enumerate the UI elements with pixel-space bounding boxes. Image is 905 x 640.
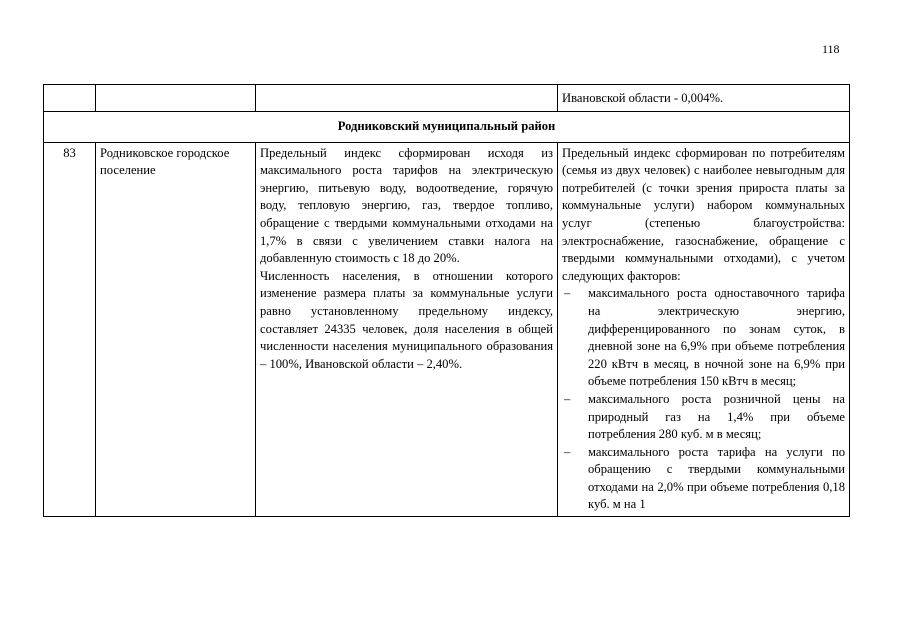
tariff-index-table	[43, 84, 850, 517]
index-description-cell	[256, 142, 558, 516]
section-header-row	[44, 112, 850, 143]
section-title: Родниковский муниципальный район	[44, 112, 850, 143]
index-description-paragraph: Предельный индекс сформирован исходя из максимального роста тарифов на электрическую энергию, питьевую воду, водоотведение, горячую воду, тепловую энергию, газ, твердое топливо, обращение с твердыми коммунальными отходами на 1,7% в связи с увеличением ставки налога на добавленную стоимость с 18 до 20%.	[260, 145, 553, 266]
population-paragraph: Численность населения, в отношении которого изменение размера платы за коммунальные услуги равно установленному предельному индексу, составляет 24335 человек, доля населения в общей численности населения муниципального образования – 100%, Ивановской области – 2,40%.	[260, 268, 553, 371]
municipality-name: Родниковское городское поселение	[96, 142, 256, 516]
page-number: 118	[822, 42, 840, 56]
cell-empty-name	[96, 85, 256, 112]
cell-empty-number	[44, 85, 96, 112]
factors-cell	[558, 142, 850, 516]
factor-item-gas: – максимального роста розничной цены на природный газ на 1,4% при объеме потребления 280 куб. м в месяц;	[562, 391, 845, 444]
cell-empty-col3	[256, 85, 558, 112]
cell-continued-text: Ивановской области - 0,004%.	[558, 85, 850, 112]
row-number: 83	[44, 142, 96, 516]
factors-intro: Предельный индекс сформирован по потребителям (семья из двух человек) с наиболее невыгодным для потребителей (с точки зрения прироста платы за коммунальные услуги) набором коммунальных услуг (степенью благоустройства: электроснабжение, газоснабжение, обращение с твердыми коммунальными отходами), с учетом следующих факторов:	[562, 145, 845, 283]
table-row-continued	[44, 85, 850, 112]
factor-item-waste: – максимального роста тарифа на услуги по обращению с твердыми коммунальными отходами на 2,0% при объеме потребления 0,18 куб. м на 1	[562, 444, 845, 514]
factor-item-electricity: – максимального роста одноставочного тарифа на электрическую энергию, дифференцированного по зонам суток, в дневной зоне на 6,9% при объеме потребления 220 кВтч в месяц, в ночной зоне на 6,9% при объеме потребления 150 кВтч в месяц;	[562, 285, 845, 391]
factors-list	[562, 285, 845, 514]
table-row-83	[44, 142, 850, 516]
